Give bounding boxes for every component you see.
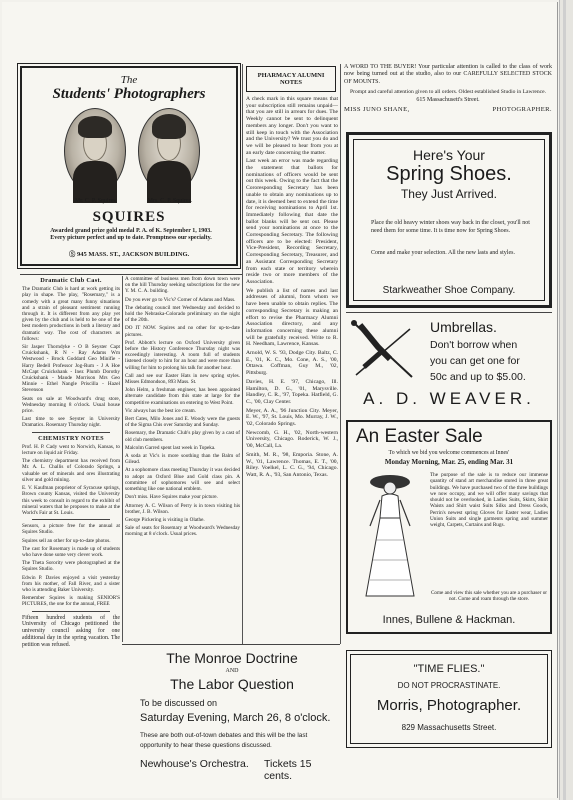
middle-column xyxy=(125,276,240,642)
news-item: Call and see our Easter Hats in new spring styles. Misses Edmondson, 893 Mass. St. xyxy=(125,372,240,386)
chemistry-para: Prof. H. P. Cady went to Norwich, Kansas, to lecture on liquid air Friday. xyxy=(22,443,120,457)
chemistry-heading: CHEMISTRY NOTES xyxy=(38,434,104,442)
word-to-buyer-text: A WORD TO THE BUYER! Your particular attention is called to the class of work now being turned out at the studio, also to our CAREFULLY SELECTED STOCK OF MOUNTS. xyxy=(344,64,552,85)
alumni-list: Smith, M. R., '98, Emporia. Stone, A. W., '01, Lawrence. Thomas, E. T., '00, Riley. Voelkel, L. C. G., '94, Chicago. Watt, R. A., '93, San Antonio, Texas. xyxy=(246,451,338,478)
dramatic-para: Last time to see Seyster in University Dramatics. Rosemary Thursday night. xyxy=(22,416,120,429)
news-item: Sale of seats for Rosemary at Woodward's Wednesday morning at 8 o'clock. Usual prices. xyxy=(125,525,240,538)
spring-shoes-ad xyxy=(346,132,552,308)
news-item: Malcolm Garred spent last week in Topeka. xyxy=(125,444,216,451)
time-flies-ad xyxy=(346,650,552,748)
news-item: A committee of business men from down town were on the hill Thursday seeking subscriptions for the new Y. M. C. A. building. xyxy=(125,276,240,295)
spring-shoes-line2: Spring Shoes. xyxy=(386,163,512,185)
monroe-note1: These are both out-of-town debates and this will be the last xyxy=(140,732,308,739)
pharmacy-para: Last week an error was made regarding the statement that ballots for nominations of officers would be sent out this week. Owing to the fact that the Cororesponding Secretary has been unable to obtain any nominations up to date, it is deemed best to extend the time for receiving nominations to April 1st. Immediately following that date the ballot blanks will be sent out. Please send your nominations at once to the Corresponding Secretary. The following officers are to be elected: President, Vice-President, Recording Secretary, Corresponding Secretary, Treasurer, and an Assistant Corresponding Secretary from each state or territory wherein reside two or more members of the Association. xyxy=(246,158,338,285)
news-item: The debating council met Wednesday and decided to hold the Nebraska-Colorado preliminary on the night of the 20th. xyxy=(125,304,240,324)
chemistry-para: The chemistry department has received from Mr. A. L. Challis of Colorado Springs, a valuable set of minerals and ores illustrating silver and gold mining. xyxy=(22,458,120,483)
monroe-note2: opportunity to hear these questions discussed. xyxy=(140,742,272,749)
spring-shoes-body2: Come and make your selection. All the new lasts and styles. xyxy=(371,250,515,256)
news-item: Bert Cates, Milo Jones and E. Woody were the guests of the Sigma Chis over Saturday and Sunday. xyxy=(125,416,240,429)
innes-store-name: Innes, Bullene & Hackman. xyxy=(382,614,516,626)
squires-note: Remember Squires is making SENIOR'S PICTURES, the one for the annual, FREE xyxy=(22,595,120,608)
dramatic-heading: Dramatic Club Cast. xyxy=(40,277,102,284)
word-to-buyer-ad xyxy=(344,64,552,126)
spring-shoes-body1: Place the old heavy winter shoes way back in the closet, you'll not need them for some time. It is time now for Spring Shoes. xyxy=(371,220,530,234)
lady-illustration xyxy=(354,470,424,600)
photographers-title-the: The xyxy=(120,74,138,86)
juno-shane-title: PHOTOGRAPHER. xyxy=(492,105,552,113)
portrait-mr-squires xyxy=(64,108,126,194)
spring-shoes-line3: They Just Arrived. xyxy=(400,187,498,201)
monroe-discussed: To be discussed on xyxy=(140,698,218,708)
news-item: Don't miss. Have Squires make your picture. xyxy=(125,494,218,501)
word-to-buyer-address: 615 Massachusett's Street. xyxy=(416,97,480,104)
news-item: George Pickering is visiting in Olathe. xyxy=(125,516,205,523)
alumni-list: Arnold, W. S. '93, Dodge City. Baltz, C. E., '01, K. C., Mo. Cone, A. S., '00, Ottawa. Coffman, Guy M., '02, Pittsburg. xyxy=(246,350,338,377)
news-item: Do you ever go to Vic's? Corner of Adams and Mass. xyxy=(125,296,236,303)
pharmacy-heading: PHARMACY ALUMNI xyxy=(257,72,325,79)
umbrella-illustration xyxy=(350,319,420,381)
dramatic-para: The Dramatic Club is hard at work getting its play in shape. The play, "Rosemary," is a comedy with a great many funny situations and a strain of pleasant sentiment running through it. It is different from any play yet given by the club and is held to be one of the best modern productions in both a literary and dramatic way. The cost of characters as follows: xyxy=(22,286,120,342)
dramatic-para: Sir Jasper Thorndyke - O B Seyster Capt Cruickshank, R N - Ray Adams Wm Westwood - Brock Goddard Geo Minifie - Harry Bedell Professor Jog-Rum - J A Hoe McCapt Cruickshank - Inez Plumb Dorothy Cruickshank - Maude Morrison Mrs Geo Minnie - Ethel Nangle Priscilla - Hazel Stevenson xyxy=(22,344,120,394)
squires-note: The cast for Rosemary is made up of students who have done some very clever work. xyxy=(22,545,120,558)
easter-body2: Come and view this sale whether you are a purchaser or not. Come and roam through the store. xyxy=(430,590,548,603)
monroe-line2: The Labor Question xyxy=(170,676,294,692)
umbrellas-ad xyxy=(346,312,552,412)
spring-shoes-company: Starkweather Shoe Company. xyxy=(382,285,516,296)
alumni-list: Davies, H. E. '97, Chicago, Ill. Hamilton, D. G., '01, Marysville. Handley, C. R., '97, Topeka. Hatfield, G. C., '00, Clay Center. xyxy=(246,378,338,405)
word-to-buyer-line2: Prompt and careful attention given to all orders. Oldest established Studio in Lawrence. xyxy=(349,89,547,96)
newspaper-page xyxy=(2,2,558,798)
weaver-name: A. D. WEAVER. xyxy=(363,389,535,408)
pharmacy-heading-notes: NOTES xyxy=(279,79,303,86)
news-item: A soda at Vic's is more soothing than the Balm of Gilead. xyxy=(125,453,240,466)
monroe-and: AND xyxy=(225,668,239,674)
news-item: DO IT NOW. Squires and no other for up-to-date pictures. xyxy=(125,325,240,338)
monroe-line1: The Monroe Doctrine xyxy=(166,650,298,666)
easter-title: An Easter Sale xyxy=(356,426,483,447)
alumni-list: Newcomb, G. H., '02, North-western University, Chicago. Roderick, W. J., '00, McCall, La. xyxy=(246,429,338,450)
photographers-ad xyxy=(20,66,238,266)
news-item: At a sophomore class meeting Thursday it was decided to adopt an Oxford Blue and Gold class pin. A committee of sophomores will see and select something like one national emblem. xyxy=(125,467,240,493)
left-column xyxy=(22,276,120,648)
time-flies-subtitle: DO NOT PROCRASTINATE. xyxy=(397,681,501,690)
monroe-tickets: Tickets 15 cents. xyxy=(264,758,312,782)
morris-address: 829 Massachusetts Street. xyxy=(401,723,497,732)
easter-intro: To which we bid you welcome commences at Innes' xyxy=(388,450,510,456)
umbrellas-title: Umbrellas. xyxy=(430,319,497,335)
monroe-date: Saturday Evening, March 26, 8 o'clock. xyxy=(140,712,331,724)
news-item: Prof. Abbott's lecture on Oxford University given before the History Conference Thursday night was exceedingly interesting. A room full of students listened closely to him for an hour and were more than willing for him to prolong his talk for another hour. xyxy=(125,339,240,371)
news-item: Vic always has the best ice cream. xyxy=(125,407,196,414)
portrait-mrs-squires xyxy=(138,108,200,194)
squires-award: Awarded grand prize gold medal P. A. of K. September 1, 1903. Every picture perfect and up to date. Promptness our specialty. xyxy=(50,228,212,241)
pharmacy-para: A check mark in this square means that your subscription still remains unpaid—that you are still in arrears for dues. The Weekly cannot be sent to delinquent members any longer. Don't you want to still keep in touch with the Association and the University? We trust you do and we will be pleased to hear from you at an early date concerning the matter. xyxy=(246,96,338,156)
news-item: Attorney A. C. Wilson of Perry is in town visiting his brother, J. B. Wilson. xyxy=(125,502,240,515)
chemistry-para: E. V. Kaufman proprietor of Syracuse springs, Brown county Kansas, visited the University this week to consult in regard to the exhibit of mineral waters that he proposes to make at the World's Fair at St. Louis. xyxy=(22,485,120,516)
squires-note: Squires sell an other for up-to-date photos. xyxy=(22,537,111,544)
pharmacy-para: We publish a list of names and last addresses of alumni, from whom we have been unable to obtain replies. The corresponding Secretary is making an effort to revise the Pharmacy Alumni Association directory, and any information concerning these alumni will be gratefully received. Write to R. H. Needham, Lawrence, Kansas. xyxy=(246,287,338,348)
easter-body: The purpose of the sale is to reduce our immense quantity of stand art merchandise stored in three great buildings. We have purchased two of the three buildings we now occupy, and we will offer many savings that should not be overlooked, in Ladies Suits, Skirts, Shirt Waists and Shirt waist Suits Silks and Dress Goods, Perrin's newest spring Gloves for Easter wear, Ladies Union Suits and single garments spring and summer weight, Carpets, Curtains and Rugs. xyxy=(430,472,548,529)
spring-shoes-line1: Here's Your xyxy=(413,147,485,163)
easter-dates: Monday Morning, Mar. 25, ending Mar. 31 xyxy=(384,458,514,466)
caption-mrs-squires: Mrs. C. P. Squires. xyxy=(147,198,193,204)
caption-mr-squires: Mr. C. P. Squires. xyxy=(74,198,118,204)
chicago-para: Fifteen hundred students of the University of Chicago petitioned the university council asking for one additional day in the spring vacation. The petition was refused. xyxy=(22,614,120,648)
pharmacy-heading-box xyxy=(246,66,336,92)
page-gutter xyxy=(559,0,573,800)
alumni-list: Meyer, A. A., '96 Junction City. Meyer, E. W., '97, St. Louis, Mo. Murray, J. W., '02, Colorado Springs. xyxy=(246,407,338,428)
squires-address: Ⓢ 945 MASS. ST., JACKSON BUILDING. xyxy=(68,251,190,258)
pharmacy-column xyxy=(246,96,338,642)
news-item: Rosemary, the Dramatic Club's play given by a cast of old club members. xyxy=(125,430,240,443)
monroe-debate-ad xyxy=(126,646,338,794)
umbrellas-line2: you can get one for xyxy=(430,355,520,367)
squires-note: The Theta Sorority were photographed at the Squires Studio. xyxy=(22,560,120,573)
dramatic-para: Seats on sale at Woodward's drug store, Wednesday morning 8 o'clock. Usual house price. xyxy=(22,395,120,415)
juno-shane-name: MISS JUNO SHANE, xyxy=(344,105,410,113)
news-item: John Helm, a freshman engineer, has been appointed alternate candidate from this state at large for the competitive examinations on entering to West Point. xyxy=(125,387,240,406)
umbrellas-line3: 50c and up to $5.00. xyxy=(430,371,526,383)
time-flies-title: "TIME FLIES." xyxy=(413,663,485,675)
easter-sale-ad xyxy=(346,420,552,634)
photographers-title: Students' Photographers xyxy=(52,86,206,102)
monroe-orchestra: Newhouse's Orchestra. xyxy=(140,758,249,770)
squires-note: Edwin P. Davies enjoyed a visit yesterday from his mother, of Fall River, and a sister who is attending Baker University. xyxy=(22,574,120,593)
umbrellas-line1: Don't borrow when xyxy=(430,339,518,351)
morris-name: Morris, Photographer. xyxy=(376,697,522,714)
squires-note: Sensors, a picture free for the annual at Squires Studio. xyxy=(22,523,120,536)
squires-name: SQUIRES xyxy=(92,209,166,225)
